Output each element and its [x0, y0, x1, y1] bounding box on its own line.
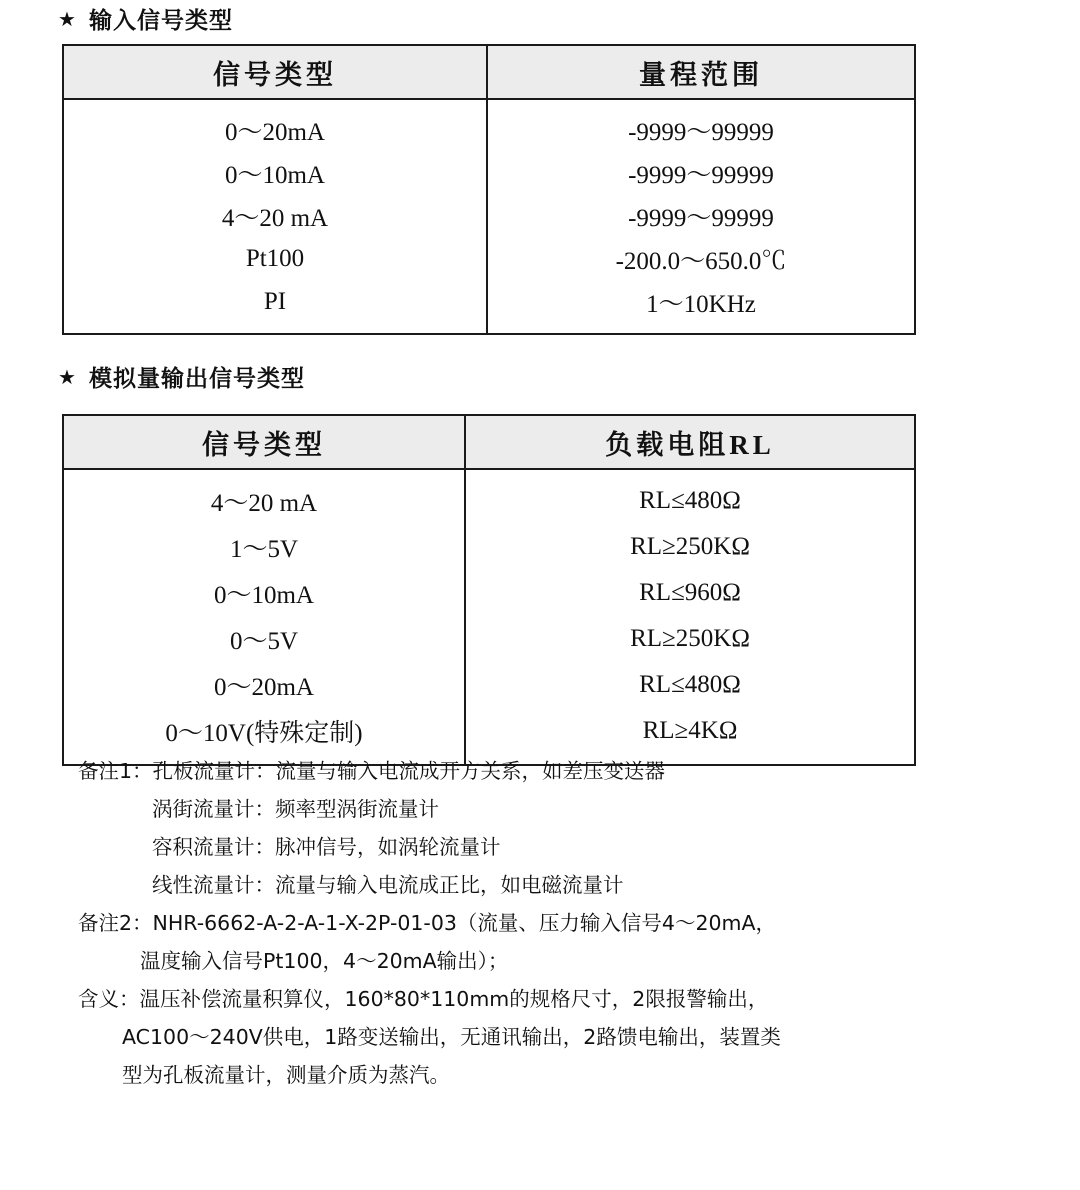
cell-signal-type: 4～20 mA	[63, 194, 487, 237]
analog-output-table	[62, 414, 916, 766]
note-line: 线性流量计：流量与输入电流成正比，如电磁流量计	[152, 873, 624, 897]
cell-range: -200.0～650.0℃	[487, 237, 915, 280]
cell-load-resistance: RL≤960Ω	[465, 570, 915, 616]
cell-range: -9999～99999	[487, 151, 915, 194]
table-row	[63, 616, 915, 662]
table-row	[63, 280, 915, 334]
note-line: 型为孔板流量计，测量介质为蒸汽。	[122, 1063, 450, 1087]
cell-load-resistance: RL≤480Ω	[465, 469, 915, 524]
note-line: 涡街流量计：频率型涡街流量计	[152, 797, 439, 821]
section-heading-output	[58, 360, 305, 393]
section-heading-output-label: 模拟量输出信号类型	[88, 366, 305, 392]
cell-signal-type: 0～20mA	[63, 99, 487, 151]
cell-signal-type: 1～5V	[63, 524, 465, 570]
cell-signal-type: Pt100	[63, 237, 487, 280]
cell-range: -9999～99999	[487, 194, 915, 237]
table-row	[63, 524, 915, 570]
table-header-row	[63, 415, 915, 469]
cell-signal-type: 0～10V(特殊定制)	[63, 708, 465, 765]
table-row	[63, 570, 915, 616]
note-line: 温度输入信号Pt100，4～20mA输出）；	[140, 949, 509, 973]
notes-block	[0, 752, 1080, 1094]
note-line: 容积流量计：脉冲信号，如涡轮流量计	[152, 835, 501, 859]
column-header-signal-type: 信号类型	[63, 45, 487, 99]
table-row	[63, 662, 915, 708]
table-row	[63, 194, 915, 237]
star-icon: ★	[58, 364, 77, 389]
cell-signal-type: 0～10mA	[63, 151, 487, 194]
cell-signal-type: 0～10mA	[63, 570, 465, 616]
cell-load-resistance: RL≥250KΩ	[465, 616, 915, 662]
cell-load-resistance: RL≤480Ω	[465, 662, 915, 708]
column-header-signal-type: 信号类型	[63, 415, 465, 469]
column-header-range: 量程范围	[487, 45, 915, 99]
cell-signal-type: 4～20 mA	[63, 469, 465, 524]
table-row	[63, 151, 915, 194]
input-signal-table	[62, 44, 916, 335]
cell-range: 1～10KHz	[487, 280, 915, 334]
table-row	[63, 469, 915, 524]
note-line: 备注1：孔板流量计：流量与输入电流成开方关系，如差压变送器	[78, 759, 666, 783]
note-line: 备注2：NHR-6662-A-2-A-1-X-2P-01-03（流量、压力输入信号4～20mA，	[78, 911, 777, 935]
star-icon: ★	[58, 6, 77, 31]
cell-signal-type: 0～5V	[63, 616, 465, 662]
section-heading-input	[58, 2, 233, 35]
note-line: 含义：温压补偿流量积算仪，160*80*110mm的规格尺寸，2限报警输出，	[78, 987, 769, 1011]
cell-load-resistance: RL≥4KΩ	[465, 708, 915, 765]
note-line: AC100～240V供电，1路变送输出，无通讯输出，2路馈电输出，装置类	[122, 1025, 781, 1049]
table-header-row	[63, 45, 915, 99]
cell-signal-type: 0～20mA	[63, 662, 465, 708]
table-row	[63, 237, 915, 280]
section-heading-input-label: 输入信号类型	[88, 8, 233, 34]
column-header-load-resistance: 负载电阻RL	[465, 415, 915, 469]
cell-signal-type: PI	[63, 280, 487, 334]
cell-range: -9999～99999	[487, 99, 915, 151]
cell-load-resistance: RL≥250KΩ	[465, 524, 915, 570]
table-row	[63, 99, 915, 151]
